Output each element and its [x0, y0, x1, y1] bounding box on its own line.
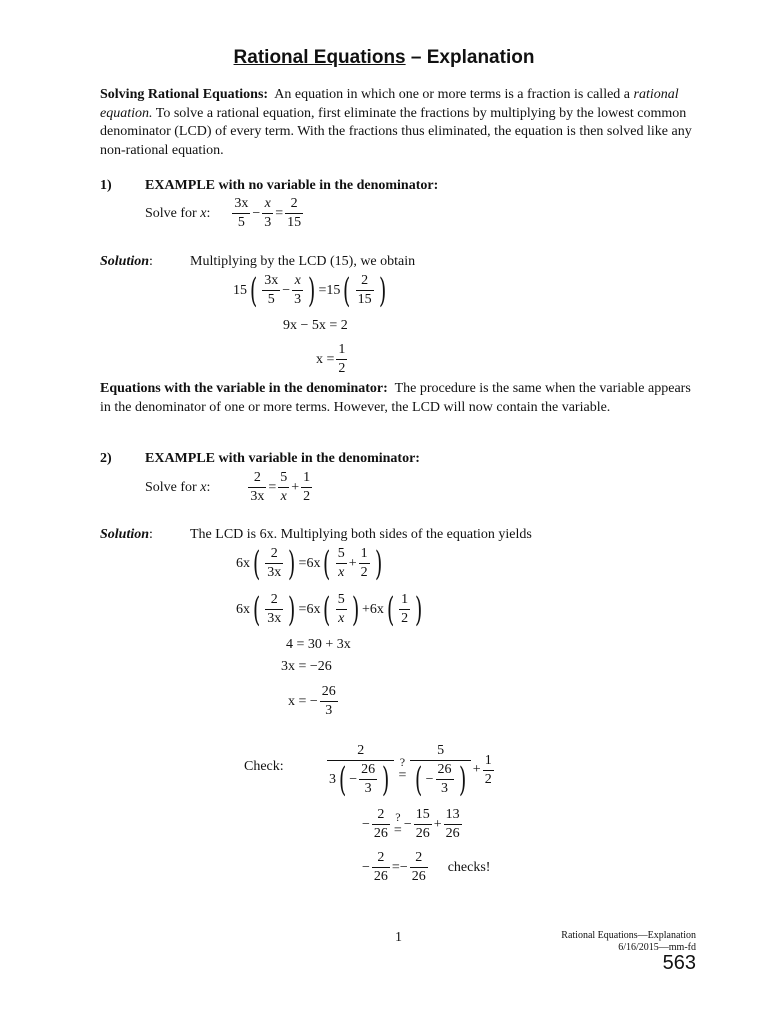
ex1-frac-a: $\frac{3x}{5}$: [234, 196, 249, 230]
intro-paragraph: [100, 86, 692, 160]
ex2-solve-label: Solve for: [145, 479, 197, 495]
check-line1: 2 3 ( − $\frac{26}{3}$ ) ? = 5 ( − $\frac{26}{3}$ ) + $\frac{1}{2}$: [329, 743, 492, 800]
ex2-number: 2): [100, 451, 112, 466]
ex2-heading: EXAMPLE with variable in the denominator:: [145, 451, 420, 466]
checks-text: checks!: [447, 859, 491, 875]
check-line3: − $\frac{2}{26}$ = − $\frac{2}{26}$ checks!: [362, 850, 491, 884]
ex1-var: x: [200, 205, 207, 221]
check-line2: − $\frac{2}{26}$ ? = − $\frac{15}{26}$ + $\frac{13}{26}$: [362, 807, 460, 841]
mid-lead: Equations with the variable in the denominator:: [100, 381, 388, 396]
footer-doc-title: Rational Equations—Explanation: [561, 930, 696, 941]
title-rest: – Explanation: [405, 47, 535, 68]
ex2-step4: 3x = −26: [281, 659, 332, 674]
mid-text: The procedure is the same when the variable appears in the denominator of one or more terms. However, the LCD will now contain the variable.: [100, 381, 691, 415]
ex1-solution-label: Solution:: [100, 254, 153, 269]
intro-text-1: An equation in which one or more terms is a fraction is called a: [274, 87, 631, 102]
ex2-solution-text: The LCD is 6x. Multiplying both sides of the equation yields: [190, 527, 532, 542]
ex1-solution-text: Multiplying by the LCD (15), we obtain: [190, 254, 416, 269]
ex1-answer: x = $\frac{1}{2}$: [316, 342, 346, 376]
ex1-number: 1): [100, 178, 112, 193]
ex1-frac-b: $\frac{x}{3}$: [264, 196, 272, 230]
ex2-step1: 6x ( $\frac{2}{3x}$ ) = 6x ( $\frac{5}{x}$ + $\frac{1}{2}$ ): [236, 543, 382, 584]
ex1-colon: :: [206, 205, 211, 221]
ex1-step1: 15 ( $\frac{3x}{5}$ − $\frac{x}{3}$ ) = 15 ( $\frac{2}{15}$ ): [233, 270, 386, 311]
ex2-answer: x = − $\frac{26}{3}$: [288, 684, 336, 718]
ex1-lcd-left: 15: [233, 282, 247, 298]
ex2-equation: Solve for x : $\frac{2}{3x}$ = $\frac{5}{x}$ + $\frac{1}{2}$: [145, 470, 311, 504]
intro-lead: Solving Rational Equations:: [100, 87, 269, 102]
ex2-solution-label: Solution:: [100, 527, 153, 542]
ex1-equals: =: [275, 205, 284, 221]
ex1-equation: [145, 195, 305, 232]
check-label: Check:: [244, 759, 284, 774]
check-right-frac: 5 ( − $\frac{26}{3}$ ): [410, 742, 470, 798]
ex1-heading: EXAMPLE with no variable in the denominator:: [145, 178, 439, 193]
ex1-solve-label: Solve for: [145, 205, 197, 221]
intro-term: rational equation.: [100, 87, 679, 121]
ex1-lcd-right: 15: [326, 282, 341, 298]
footer-meta: [520, 930, 696, 954]
title-main: Rational Equations: [233, 47, 406, 68]
ex2-step2: 6x ( $\frac{2}{3x}$ ) = 6x ( $\frac{5}{x}$ ) + 6x ( $\frac{1}{2}$ ): [236, 589, 423, 630]
ex1-step2: 9x − 5x = 2: [283, 318, 348, 333]
ex1-frac-c: $\frac{2}{15}$: [287, 196, 302, 230]
check-left-frac: 2 3 ( − $\frac{26}{3}$ ): [327, 742, 394, 798]
footer-date: 6/16/2015—mm-fd: [618, 942, 696, 953]
variable-denominator-paragraph: [100, 380, 692, 417]
page-title: [0, 47, 768, 69]
ex1-minus: −: [252, 205, 261, 221]
page-number: 1: [395, 930, 402, 945]
ex2-step3: 4 = 30 + 3x: [286, 637, 351, 652]
footer-big-number: 563: [662, 952, 696, 974]
intro-text-2: To solve a rational equation, first eliminate the fractions by multiplying by the lowest common denominator (LCD) of every term. With the fractions thus eliminated, the equation is then solved like any non-rational equation.: [100, 105, 692, 158]
